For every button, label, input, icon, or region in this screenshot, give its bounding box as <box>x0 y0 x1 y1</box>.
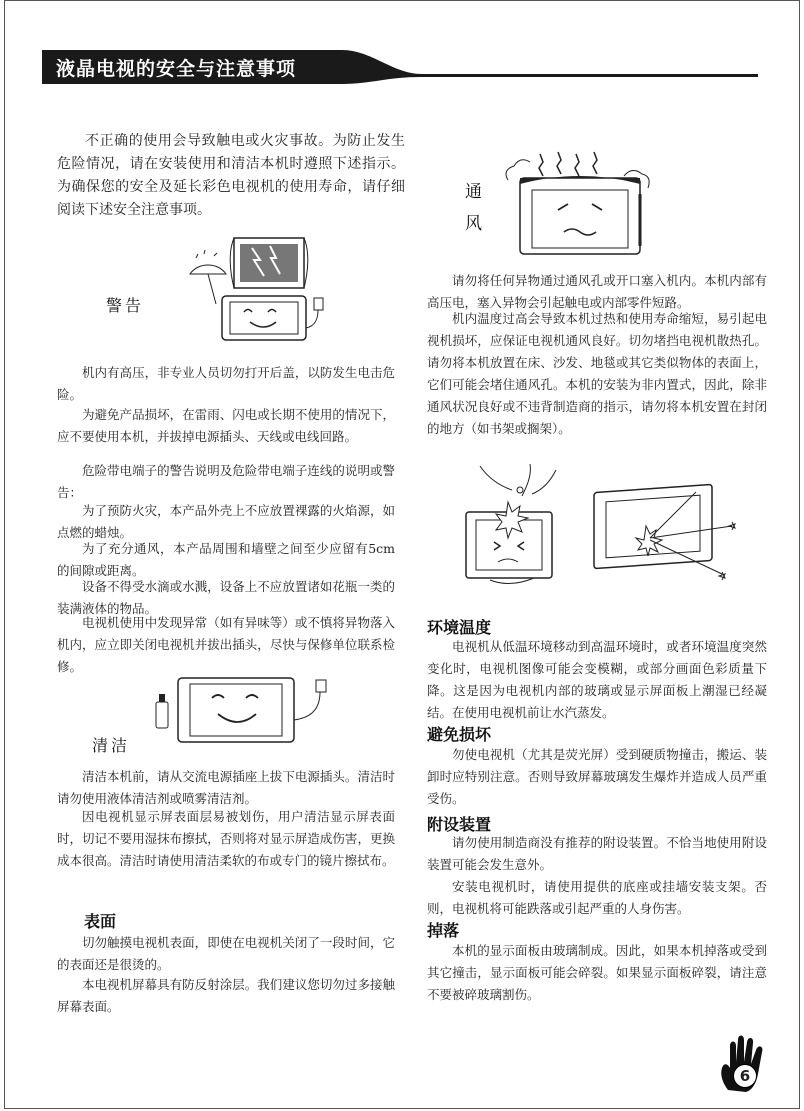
environment-title: 环境温度 <box>427 618 492 637</box>
tv-impact-icon <box>460 462 750 592</box>
ventilation-label-line-1: 通 <box>465 182 482 202</box>
warning-paragraph-7: 电视机使用中发现异常（如有异味等）或不慎将异物落入机内，应立即关闭电视机并拔出插头，尽快与保修单位联系检修。 <box>57 615 395 674</box>
accessories-title: 附设装置 <box>427 815 492 834</box>
ventilation-label-line-2: 风 <box>465 214 482 234</box>
surface-paragraph-2: 本电视机屏幕具有防反射涂层。我们建议您切勿过多接触屏幕表面。 <box>57 977 395 1014</box>
falling-title: 掉落 <box>427 921 460 940</box>
surface-title: 表面 <box>84 912 117 931</box>
page-frame-bottom <box>4 1108 800 1109</box>
page-frame-right <box>799 0 800 1109</box>
ventilation-label <box>465 176 485 240</box>
warning-label: 警告 <box>106 296 145 315</box>
falling-paragraph-1: 本机的显示面板由玻璃制成。因此，如果本机掉落或受到其它撞击，显示面板可能会碎裂。如果显示面板碎裂，请注意不要被碎玻璃割伤。 <box>427 943 767 1002</box>
environment-paragraph-1: 电视机从低温环境移动到高温环境时，或者环境温度突然变化时，电视机图像可能会变模糊，或部分画面色彩质量下降。这是因为电视机内部的玻璃或显示屏面板上潮湿已经凝结。在使用电视机前让水汽蒸发。 <box>427 639 767 720</box>
intro-paragraph: 不正确的使用会导致触电或火灾事故。为防止发生危险情况，请在安装使用和清洁本机时遵照下述指示。为确保您的安全及延长彩色电视机的使用寿命，请仔细阅读下述安全注意事项。 <box>57 133 405 218</box>
damage-paragraph-1: 勿使电视机（尤其是荧光屏）受到硬质物撞击，搬运、装卸时应特别注意。否则导致屏幕玻璃发生爆炸并造成人员严重受伤。 <box>427 747 767 806</box>
cleaning-paragraph-2: 因电视机显示屏表面层易被划伤，用户清洁显示屏表面时，切记不要用湿抹布擦拭，否则将对显示屏造成伤害，更换成本很高。清洁时请使用清洁柔软的布或专门的镜片擦拭布。 <box>57 809 395 868</box>
page-frame-top <box>4 0 800 1</box>
overheating-tv-icon <box>500 150 660 260</box>
accessories-paragraph-2: 安装电视机时，请使用提供的底座或挂墙安装支架。否则，电视机将可能跌落或引起严重的人身伤害。 <box>427 879 767 916</box>
warning-paragraph-3: 危险带电端子的警告说明及危险带电端子连线的说明或警告： <box>57 463 395 500</box>
page-number: 6 <box>733 1064 757 1088</box>
tv-with-umbrella-and-lightning-icon <box>182 232 332 347</box>
page-title: 液晶电视的安全与注意事项 <box>56 58 297 80</box>
ventilation-paragraph-2: 机内温度过高会导致本机过热和使用寿命缩短，易引起电视机损坏，应保证电视机通风良好。切勿堵挡电视机散热孔。请勿将本机放置在床、沙发、地毯或其它类似物体的表面上，它们可能会堵住通风孔。本机的安装为非内置式，因此，除非通风状况良好或不违背制造商的指示，请勿将本机安置在封闭的地方（如书架或搁架）。 <box>427 311 767 436</box>
surface-paragraph-1: 切勿触摸电视机表面，即使在电视机关闭了一段时间，它的表面还是很烫的。 <box>57 935 395 972</box>
page-number-badge <box>716 1034 772 1094</box>
damage-title: 避免损坏 <box>427 725 492 744</box>
warning-paragraph-1: 机内有高压，非专业人员切勿打开后盖，以防发生电击危险。 <box>57 365 395 402</box>
cleaning-paragraph-1: 清洁本机前，请从交流电源插座上拔下电源插头。清洁时请勿使用液体清洁剂或喷雾清洁剂。 <box>57 769 395 806</box>
tv-with-spray-bottle-icon <box>148 672 338 752</box>
page-header <box>42 50 758 84</box>
cleaning-label: 清洁 <box>92 736 131 755</box>
warning-paragraph-4: 为了预防火灾，本产品外壳上不应放置裸露的火焰源，如点燃的蜡烛。 <box>57 503 395 540</box>
warning-paragraph-2: 为避免产品损坏，在雷雨、闪电或长期不使用的情况下，应不要使用本机，并拔掉电源插头、天线或电线回路。 <box>57 407 395 444</box>
accessories-paragraph-1: 请勿使用制造商没有推荐的附设装置。不恰当地使用附设装置可能会发生意外。 <box>427 835 767 872</box>
warning-paragraph-6: 设备不得受水滴或水溅，设备上不应放置诸如花瓶一类的装满液体的物品。 <box>57 579 395 616</box>
ventilation-paragraph-1: 请勿将任何异物通过通风孔或开口塞入机内。本机内部有高压电，塞入异物会引起触电或内部零件短路。 <box>427 273 767 310</box>
page-frame-left <box>4 0 5 1109</box>
warning-paragraph-5: 为了充分通风，本产品周围和墙壁之间至少应留有5cm的间隙或距离。 <box>57 541 395 578</box>
